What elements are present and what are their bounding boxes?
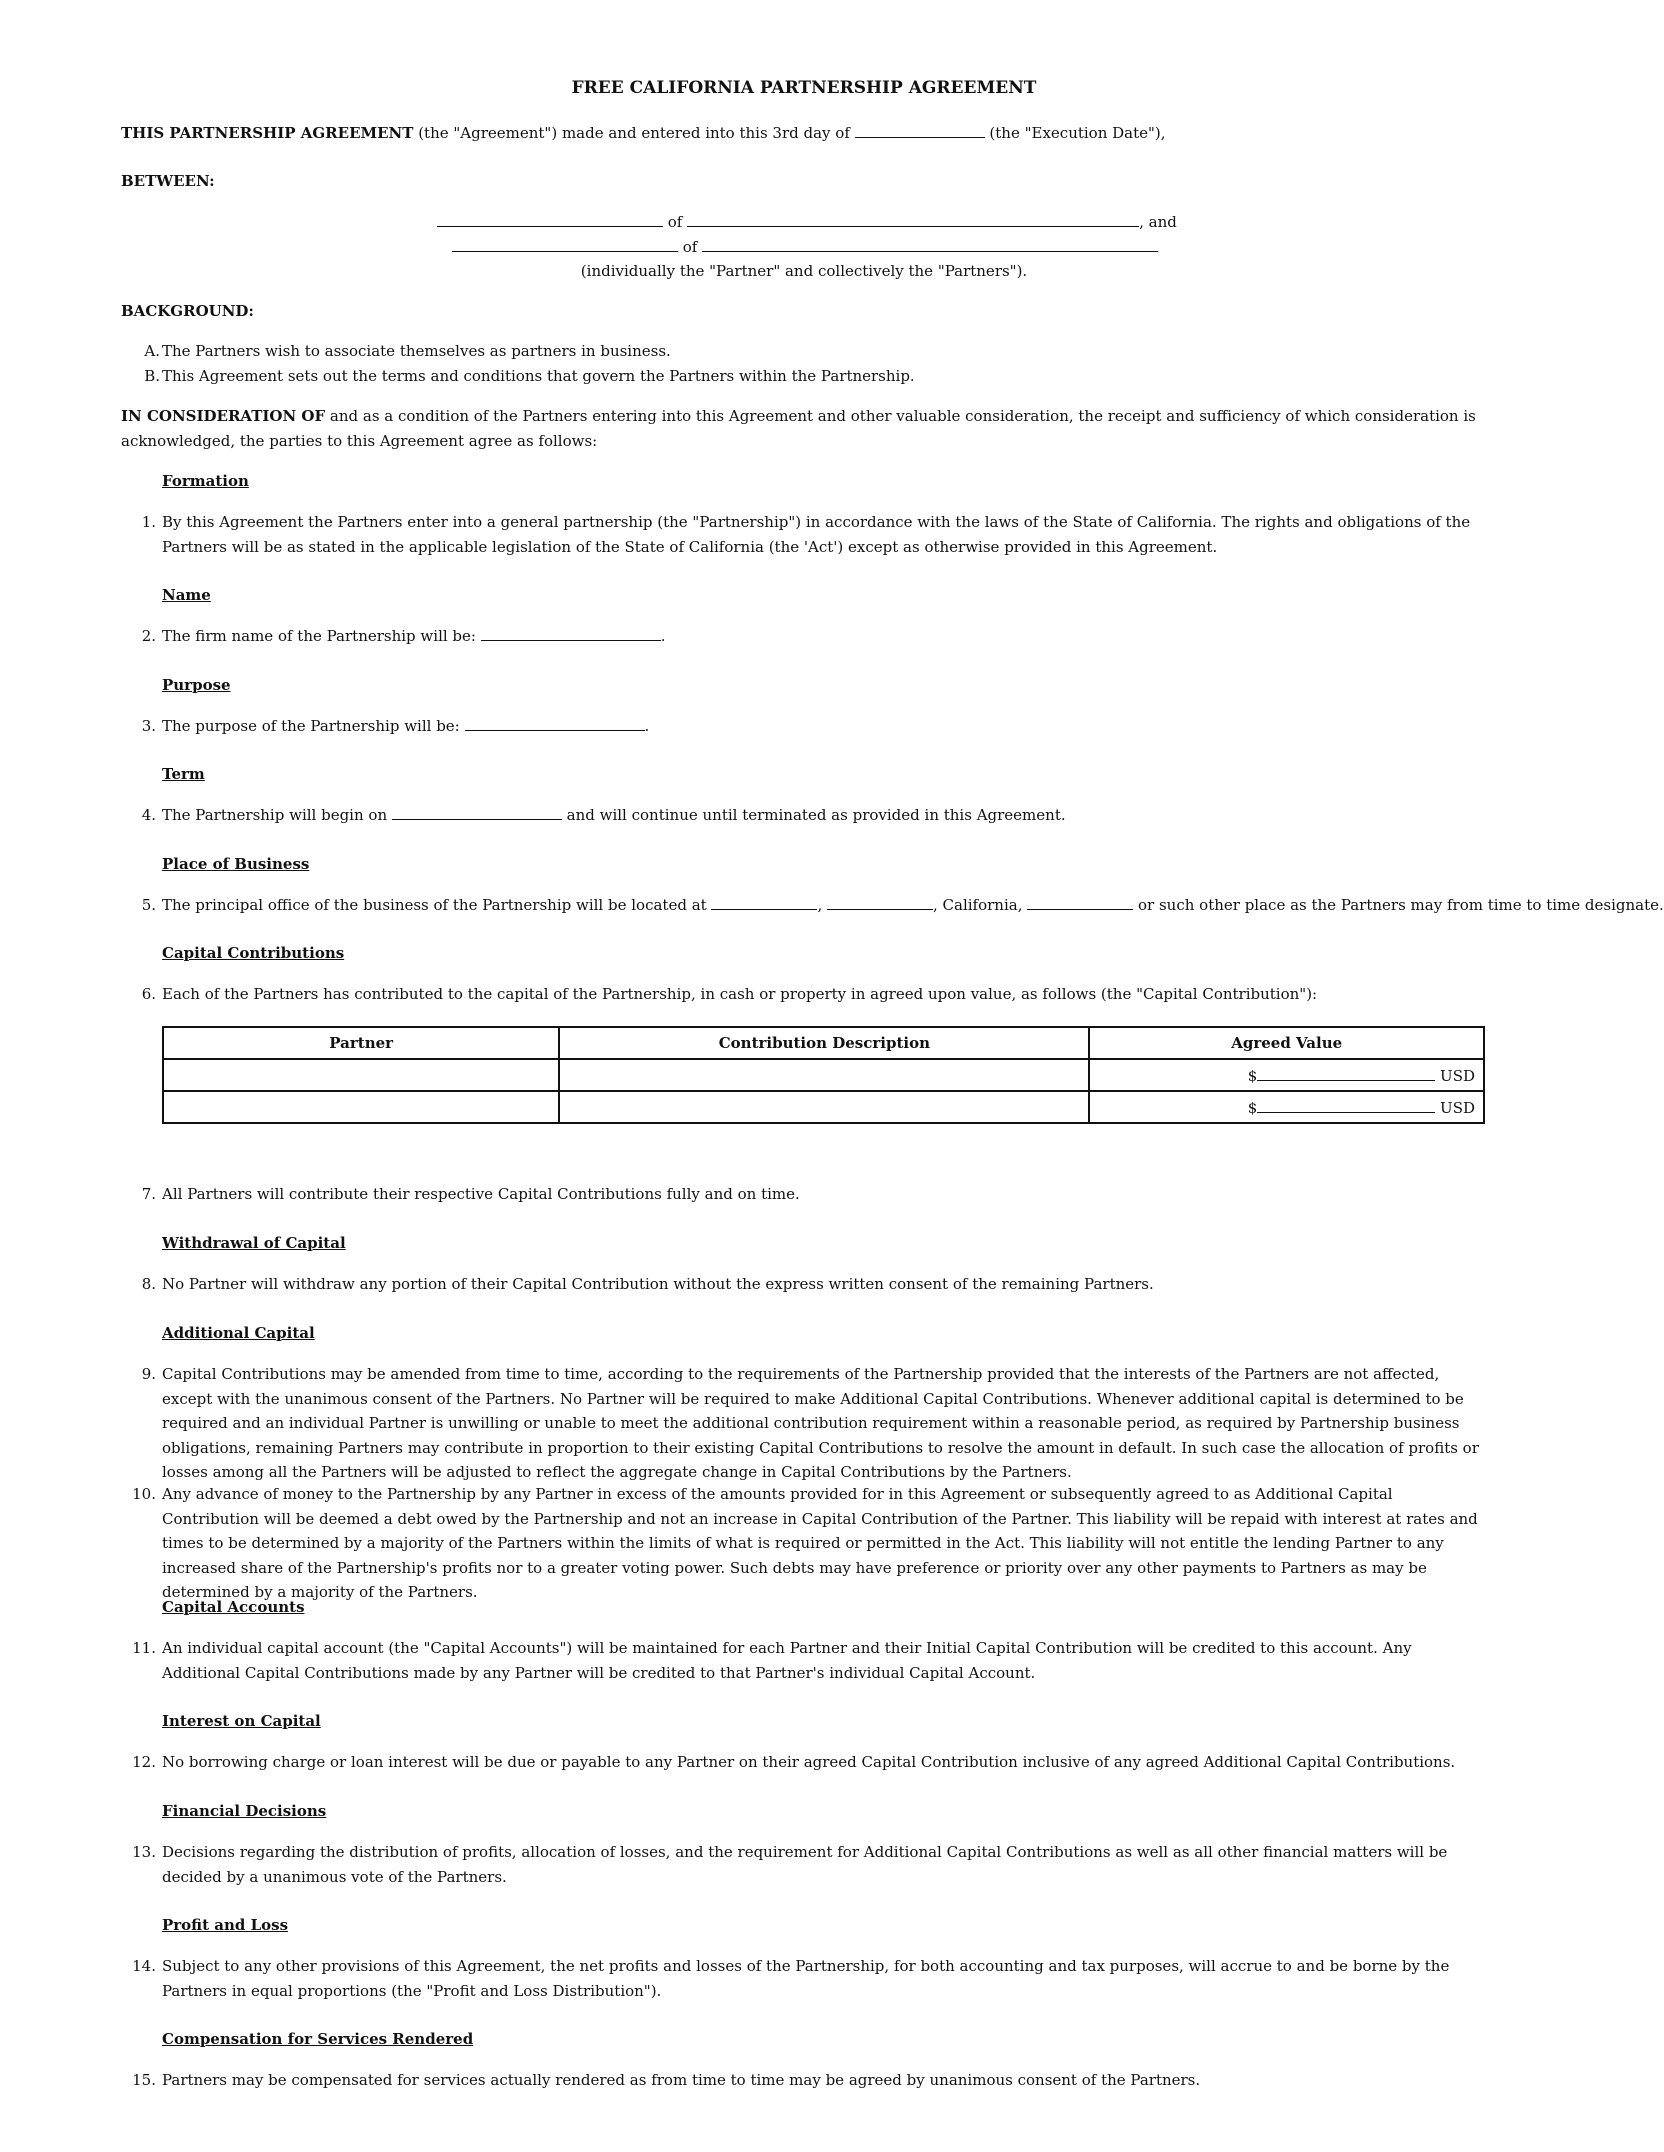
- clause-12: No borrowing charge or loan interest will be due or payable to any Partner on their agreed Capital Contribution inclusive of any agreed Additional Capital Contributions.: [162, 1753, 1456, 1771]
- partner-2-address-blank[interactable]: [702, 237, 1158, 252]
- start-date-blank[interactable]: [392, 805, 562, 820]
- intro-line: [121, 121, 1166, 145]
- state-text: , California,: [932, 896, 1028, 914]
- clause-14: Subject to any other provisions of this Agreement, the net profits and losses of the Partnership, for both accounting and tax purposes, will accrue to and be borne by the Partners in equal proportions (the "Profit and Loss Distribution").: [162, 1957, 1450, 2000]
- clause-4-end: and will continue until terminated as provided in this Agreement.: [561, 806, 1066, 824]
- of-label: of: [663, 213, 688, 231]
- value-cell[interactable]: [1089, 1059, 1484, 1091]
- city-blank[interactable]: [827, 895, 933, 910]
- clause-4-text: The Partnership will begin on: [162, 806, 392, 824]
- column-header-description: Contribution Description: [559, 1027, 1089, 1059]
- execution-date-blank[interactable]: [855, 123, 985, 138]
- section-heading-additional: Additional Capital: [162, 1324, 315, 1342]
- section-heading-capital: Capital Contributions: [162, 944, 345, 962]
- section-heading-profit: Profit and Loss: [162, 1916, 289, 1934]
- clause-3-text: The purpose of the Partnership will be:: [162, 717, 465, 735]
- partner-2-name-blank[interactable]: [452, 237, 678, 252]
- currency-code: USD: [1440, 1066, 1475, 1085]
- background-item-b: This Agreement sets out the terms and conditions that govern the Partners within the Partnership.: [162, 367, 915, 385]
- section-heading-formation: Formation: [162, 472, 249, 490]
- clause-number: 12.: [132, 1753, 156, 1771]
- clause-number: 8.: [141, 1275, 156, 1293]
- firm-name-blank[interactable]: [481, 626, 661, 641]
- clause-5-text: The principal office of the business of the Partnership will be located at: [162, 896, 712, 914]
- section-heading-withdrawal: Withdrawal of Capital: [162, 1234, 346, 1252]
- section-heading-financial: Financial Decisions: [162, 1802, 327, 1820]
- and-label: , and: [1139, 213, 1177, 231]
- partners-definition: (individually the "Partner" and collectively the "Partners").: [580, 262, 1028, 280]
- clause-15: Partners may be compensated for services actually rendered as from time to time may be agreed by unanimous consent of the Partners.: [162, 2071, 1201, 2089]
- partner-cell[interactable]: [163, 1091, 559, 1123]
- column-header-value: Agreed Value: [1089, 1027, 1484, 1059]
- clause-number: 4.: [141, 806, 156, 824]
- period: .: [644, 717, 650, 735]
- background-item-a: The Partners wish to associate themselves as partners in business.: [162, 342, 671, 360]
- clause-10: Any advance of money to the Partnership by any Partner in excess of the amounts provided for in this Agreement or subsequently agreed to as Additional Capital Contribution will be deemed a debt owed by the Partnership and not an increase in Capital Contribution of the Partner. This liability will be repaid with interest at rates and times to be determined by a majority of the Partners within the limits of what is required or permitted in the Act. This liability will not entitle the lending Partner to any increased share of the Partnership's profits nor to a greater voting power. Such debts may have preference or priority over any other payments to Partners as may be determined by a majority of the Partners.: [162, 1485, 1478, 1601]
- background-marker-a: A.: [144, 342, 160, 360]
- section-heading-term: Term: [162, 765, 205, 783]
- clause-2: [162, 624, 666, 648]
- clause-3: [162, 714, 649, 738]
- clause-13: Decisions regarding the distribution of profits, allocation of losses, and the requirement for Additional Capital Contributions as well as all other financial matters will be decided by a unanimous vote of the Partners.: [162, 1843, 1448, 1886]
- currency-symbol: $: [1247, 1066, 1258, 1085]
- clause-9: Capital Contributions may be amended from time to time, according to the requirements of the Partnership provided that the interests of the Partners are not affected, except with the unanimous consent of the Partners. No Partner will be required to make Additional Capital Contributions. Whenever additional capital is determined to be required and an individual Partner is unwilling or unable to meet the additional contribution requirement within a reasonable period, as required by Partnership business obligations, remaining Partners may contribute in proportion to their existing Capital Contributions to resolve the amount in default. In such case the allocation of profits or losses among all the Partners will be adjusted to reflect the aggregate change in Capital Contributions by the Partners.: [162, 1365, 1479, 1481]
- table-row: [163, 1059, 1484, 1091]
- intro-text: (the "Agreement") made and entered into this 3rd day of: [413, 124, 855, 142]
- document-title: FREE CALIFORNIA PARTNERSHIP AGREEMENT: [571, 78, 1037, 98]
- partner-1-address-blank[interactable]: [687, 212, 1139, 227]
- clause-4: [162, 803, 1066, 827]
- description-cell[interactable]: [559, 1091, 1089, 1123]
- clause-number: 2.: [141, 627, 156, 645]
- purpose-blank[interactable]: [465, 716, 645, 731]
- description-cell[interactable]: [559, 1059, 1089, 1091]
- clause-number: 6.: [141, 985, 156, 1003]
- clause-5-end: or such other place as the Partners may from time to time designate.: [1133, 896, 1664, 914]
- table-row: [163, 1091, 1484, 1123]
- of-label: of: [678, 238, 703, 256]
- value-cell[interactable]: [1089, 1091, 1484, 1123]
- comma: ,: [817, 896, 827, 914]
- between-label: BETWEEN:: [121, 172, 215, 190]
- clause-number: 3.: [141, 717, 156, 735]
- zip-blank[interactable]: [1027, 895, 1133, 910]
- clause-8: No Partner will withdraw any portion of their Capital Contribution without the express written consent of the remaining Partners.: [162, 1275, 1154, 1293]
- clause-2-text: The firm name of the Partnership will be:: [162, 627, 481, 645]
- consideration-bold: IN CONSIDERATION OF: [121, 407, 326, 425]
- section-heading-interest: Interest on Capital: [162, 1712, 321, 1730]
- partner-1-name-blank[interactable]: [437, 212, 663, 227]
- clause-number: 11.: [132, 1639, 156, 1657]
- clause-number: 9.: [141, 1365, 156, 1383]
- clause-11: An individual capital account (the "Capital Accounts") will be maintained for each Partner and their Initial Capital Contribution will be credited to this account. Any Additional Capital Contributions made by any Partner will be credited to that Partner's individual Capital Account.: [162, 1639, 1412, 1682]
- currency-code: USD: [1440, 1098, 1475, 1117]
- period: .: [660, 627, 666, 645]
- street-blank[interactable]: [711, 895, 817, 910]
- table-header-row: [163, 1027, 1484, 1059]
- clause-number: 13.: [132, 1843, 156, 1861]
- clause-number: 10.: [132, 1485, 156, 1503]
- intro-text-end: (the "Execution Date"),: [984, 124, 1166, 142]
- clause-number: 7.: [141, 1185, 156, 1203]
- consideration-paragraph: [121, 404, 1486, 453]
- party-line-2: [452, 235, 1158, 259]
- clause-6: Each of the Partners has contributed to the capital of the Partnership, in cash or property in agreed upon value, as follows (the "Capital Contribution"):: [162, 985, 1318, 1003]
- section-heading-purpose: Purpose: [162, 676, 231, 694]
- background-heading: BACKGROUND:: [121, 302, 254, 320]
- clause-1: By this Agreement the Partners enter into a general partnership (the "Partnership") in accordance with the laws of the State of California. The rights and obligations of the Partners will be as stated in the applicable legislation of the State of California (the 'Act') except as otherwise provided in this Agreement.: [162, 513, 1471, 556]
- section-heading-accounts: Capital Accounts: [162, 1598, 305, 1616]
- section-heading-compensation: Compensation for Services Rendered: [162, 2030, 474, 2048]
- clause-7: All Partners will contribute their respective Capital Contributions fully and on time.: [162, 1185, 800, 1203]
- intro-bold: THIS PARTNERSHIP AGREEMENT: [121, 124, 414, 142]
- value-blank[interactable]: [1257, 1066, 1435, 1081]
- section-heading-name: Name: [162, 586, 211, 604]
- clause-number: 5.: [141, 896, 156, 914]
- background-marker-b: B.: [144, 367, 160, 385]
- party-line-1: [437, 210, 1177, 234]
- clause-number: 15.: [132, 2071, 156, 2089]
- capital-contribution-table: [162, 1026, 1485, 1124]
- clause-number: 14.: [132, 1957, 156, 1975]
- section-heading-place: Place of Business: [162, 855, 310, 873]
- partner-cell[interactable]: [163, 1059, 559, 1091]
- consideration-text: and as a condition of the Partners entering into this Agreement and other valuable consideration, the receipt and sufficiency of which consideration is acknowledged, the parties to this Agreement agree as follows:: [121, 407, 1476, 450]
- currency-symbol: $: [1247, 1098, 1258, 1117]
- column-header-partner: Partner: [163, 1027, 559, 1059]
- clause-5: [162, 893, 1664, 917]
- clause-number: 1.: [141, 513, 156, 531]
- value-blank[interactable]: [1257, 1098, 1435, 1113]
